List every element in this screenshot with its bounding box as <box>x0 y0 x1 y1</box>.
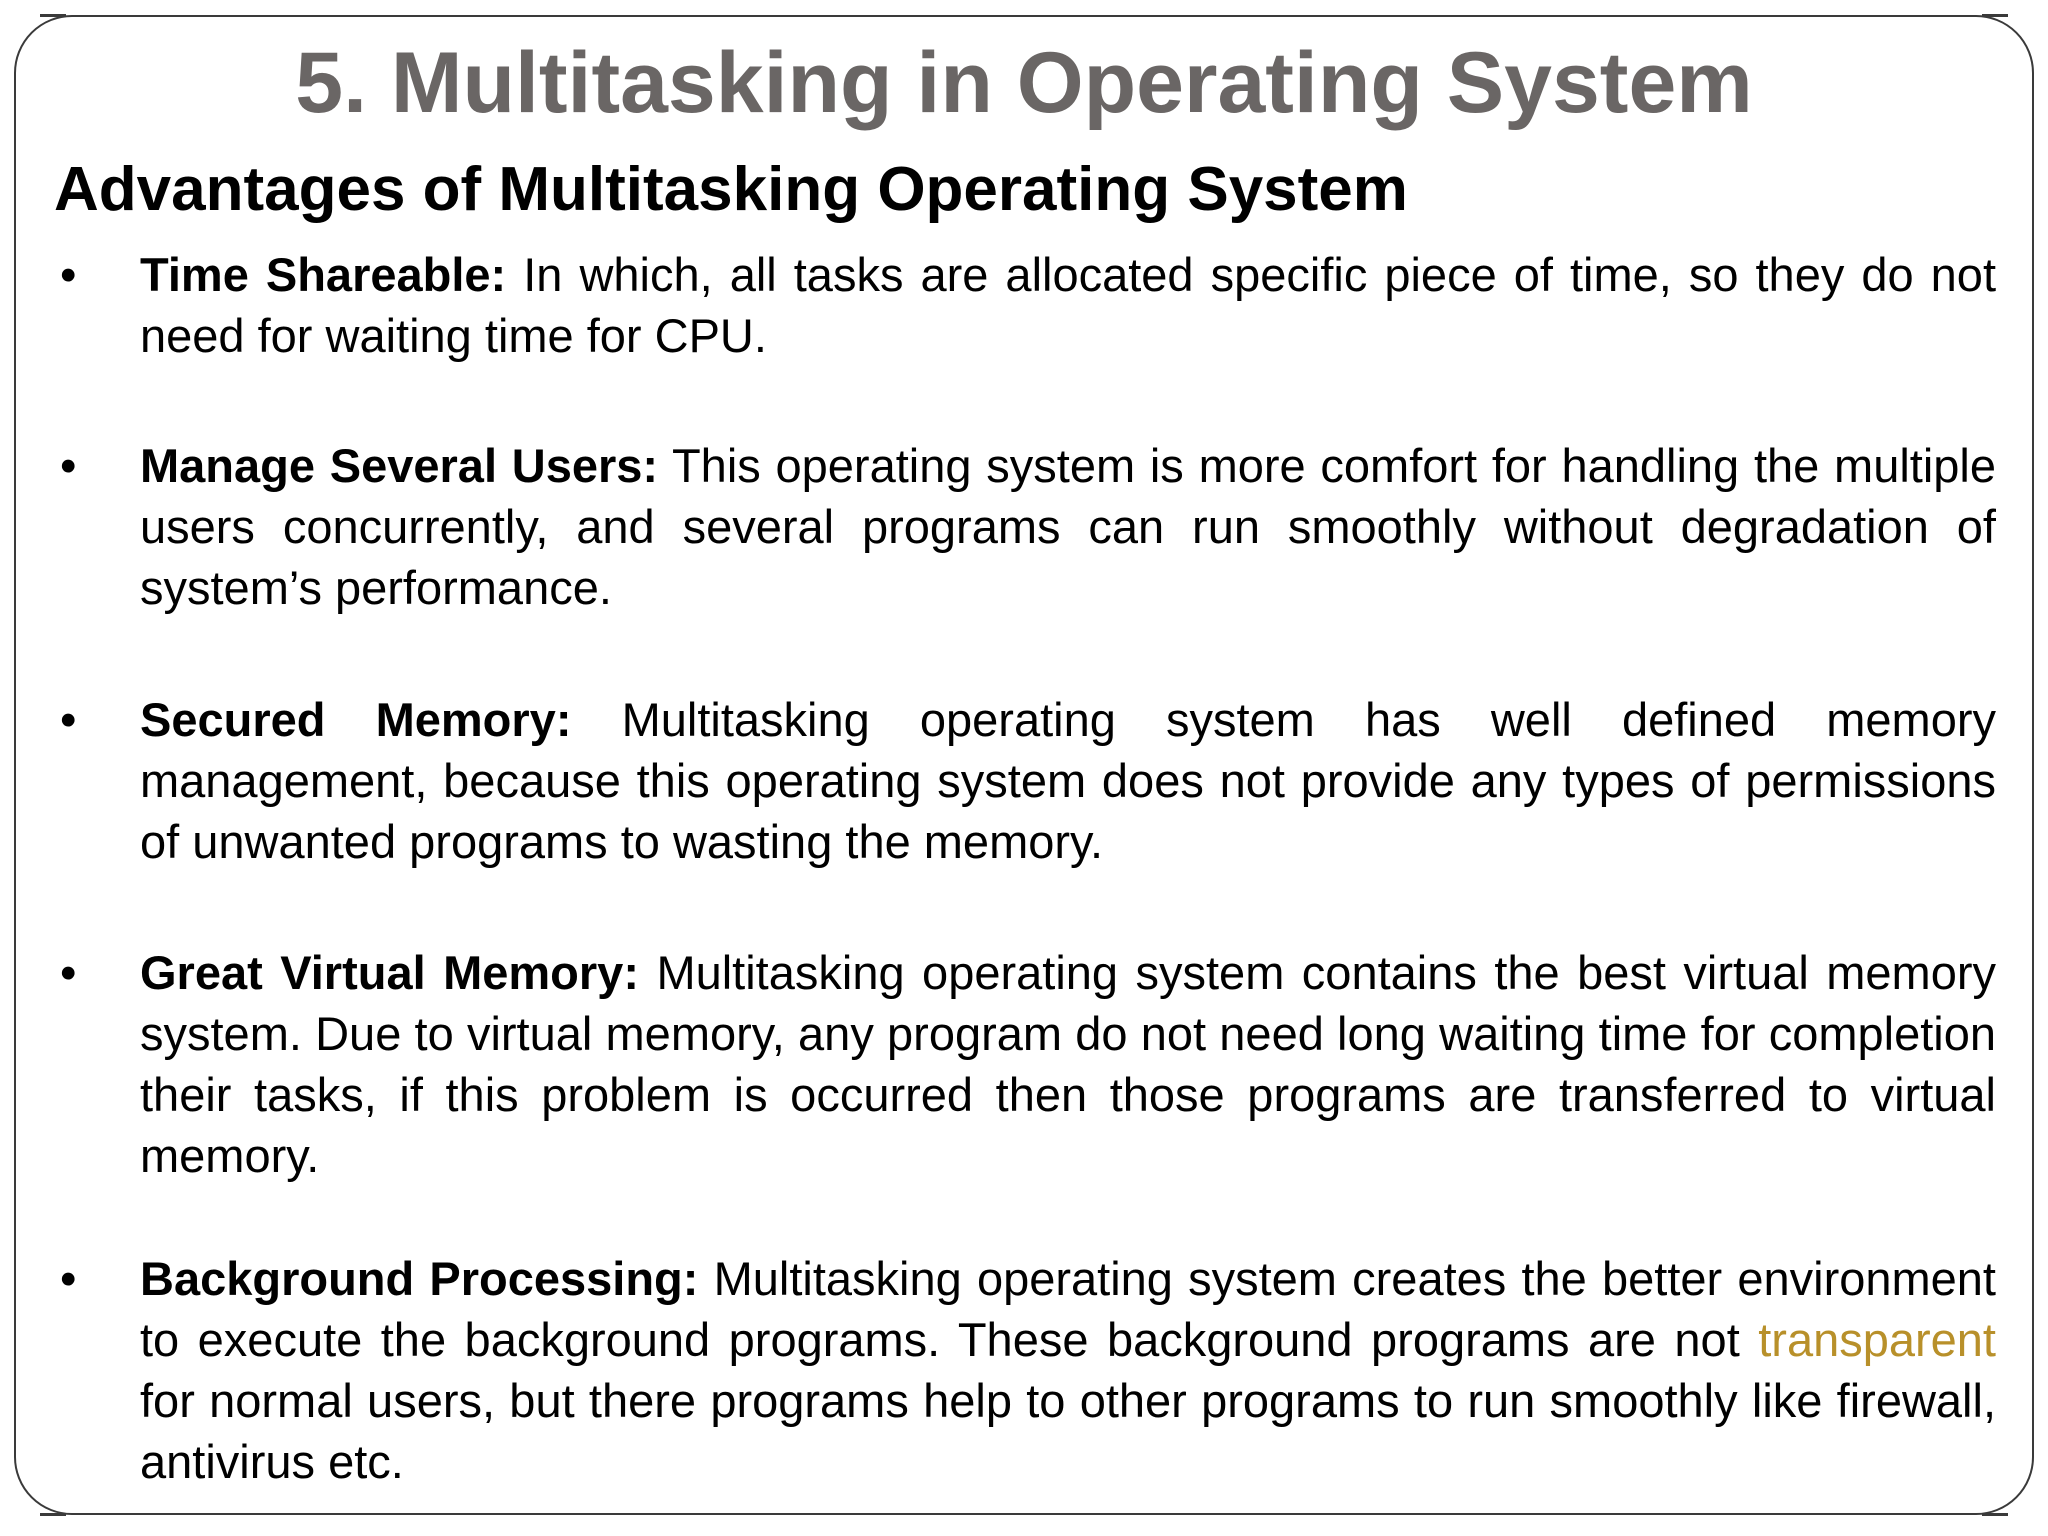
item-term: Great Virtual Memory: <box>140 946 639 999</box>
bullet-icon: • <box>60 248 77 301</box>
item-text-before: Multitasking operating system creates the better environment to execute the background programs. These background programs are not <box>140 1252 1996 1366</box>
highlighted-word-link: transparent <box>1758 1313 1996 1366</box>
list-item-background-processing <box>60 1248 1996 1492</box>
bullet-icon: • <box>60 946 77 999</box>
item-text: Multitasking operating system has well defined memory management, because this operating system does not provide any types of permissions of unwanted programs to wasting the memory. <box>140 693 1996 868</box>
slide-title: 5. Multitasking in Operating System <box>295 35 1753 131</box>
item-text-after: for normal users, but there programs help to other programs to run smoothly like firewall, antivirus etc. <box>140 1374 1996 1488</box>
list-item-great-virtual-memory <box>60 942 1996 1186</box>
slide-subtitle: Advantages of Multitasking Operating System <box>54 155 1408 224</box>
bullet-icon: • <box>60 439 77 492</box>
item-term: Manage Several Users: <box>140 439 659 492</box>
item-text: In which, all tasks are allocated specific piece of time, so they do not need for waiting time for CPU. <box>140 248 1996 362</box>
list-item-secured-memory <box>60 689 1996 872</box>
list-item-manage-several-users <box>60 435 1996 618</box>
item-term: Background Processing: <box>140 1252 699 1305</box>
bullet-icon: • <box>60 693 77 746</box>
item-term: Secured Memory: <box>140 693 572 746</box>
bullet-icon: • <box>60 1252 77 1305</box>
item-term: Time Shareable: <box>140 248 507 301</box>
item-text: Multitasking operating system contains the best virtual memory system. Due to virtual memory, any program do not need long waiting time for completion their tasks, if this problem is occurred then those programs are transferred to virtual memory. <box>140 946 1996 1182</box>
item-text: This operating system is more comfort for handling the multiple users concurrently, and several programs can run smoothly without degradation of system’s performance. <box>140 439 1996 614</box>
list-item-time-shareable <box>60 244 1996 366</box>
